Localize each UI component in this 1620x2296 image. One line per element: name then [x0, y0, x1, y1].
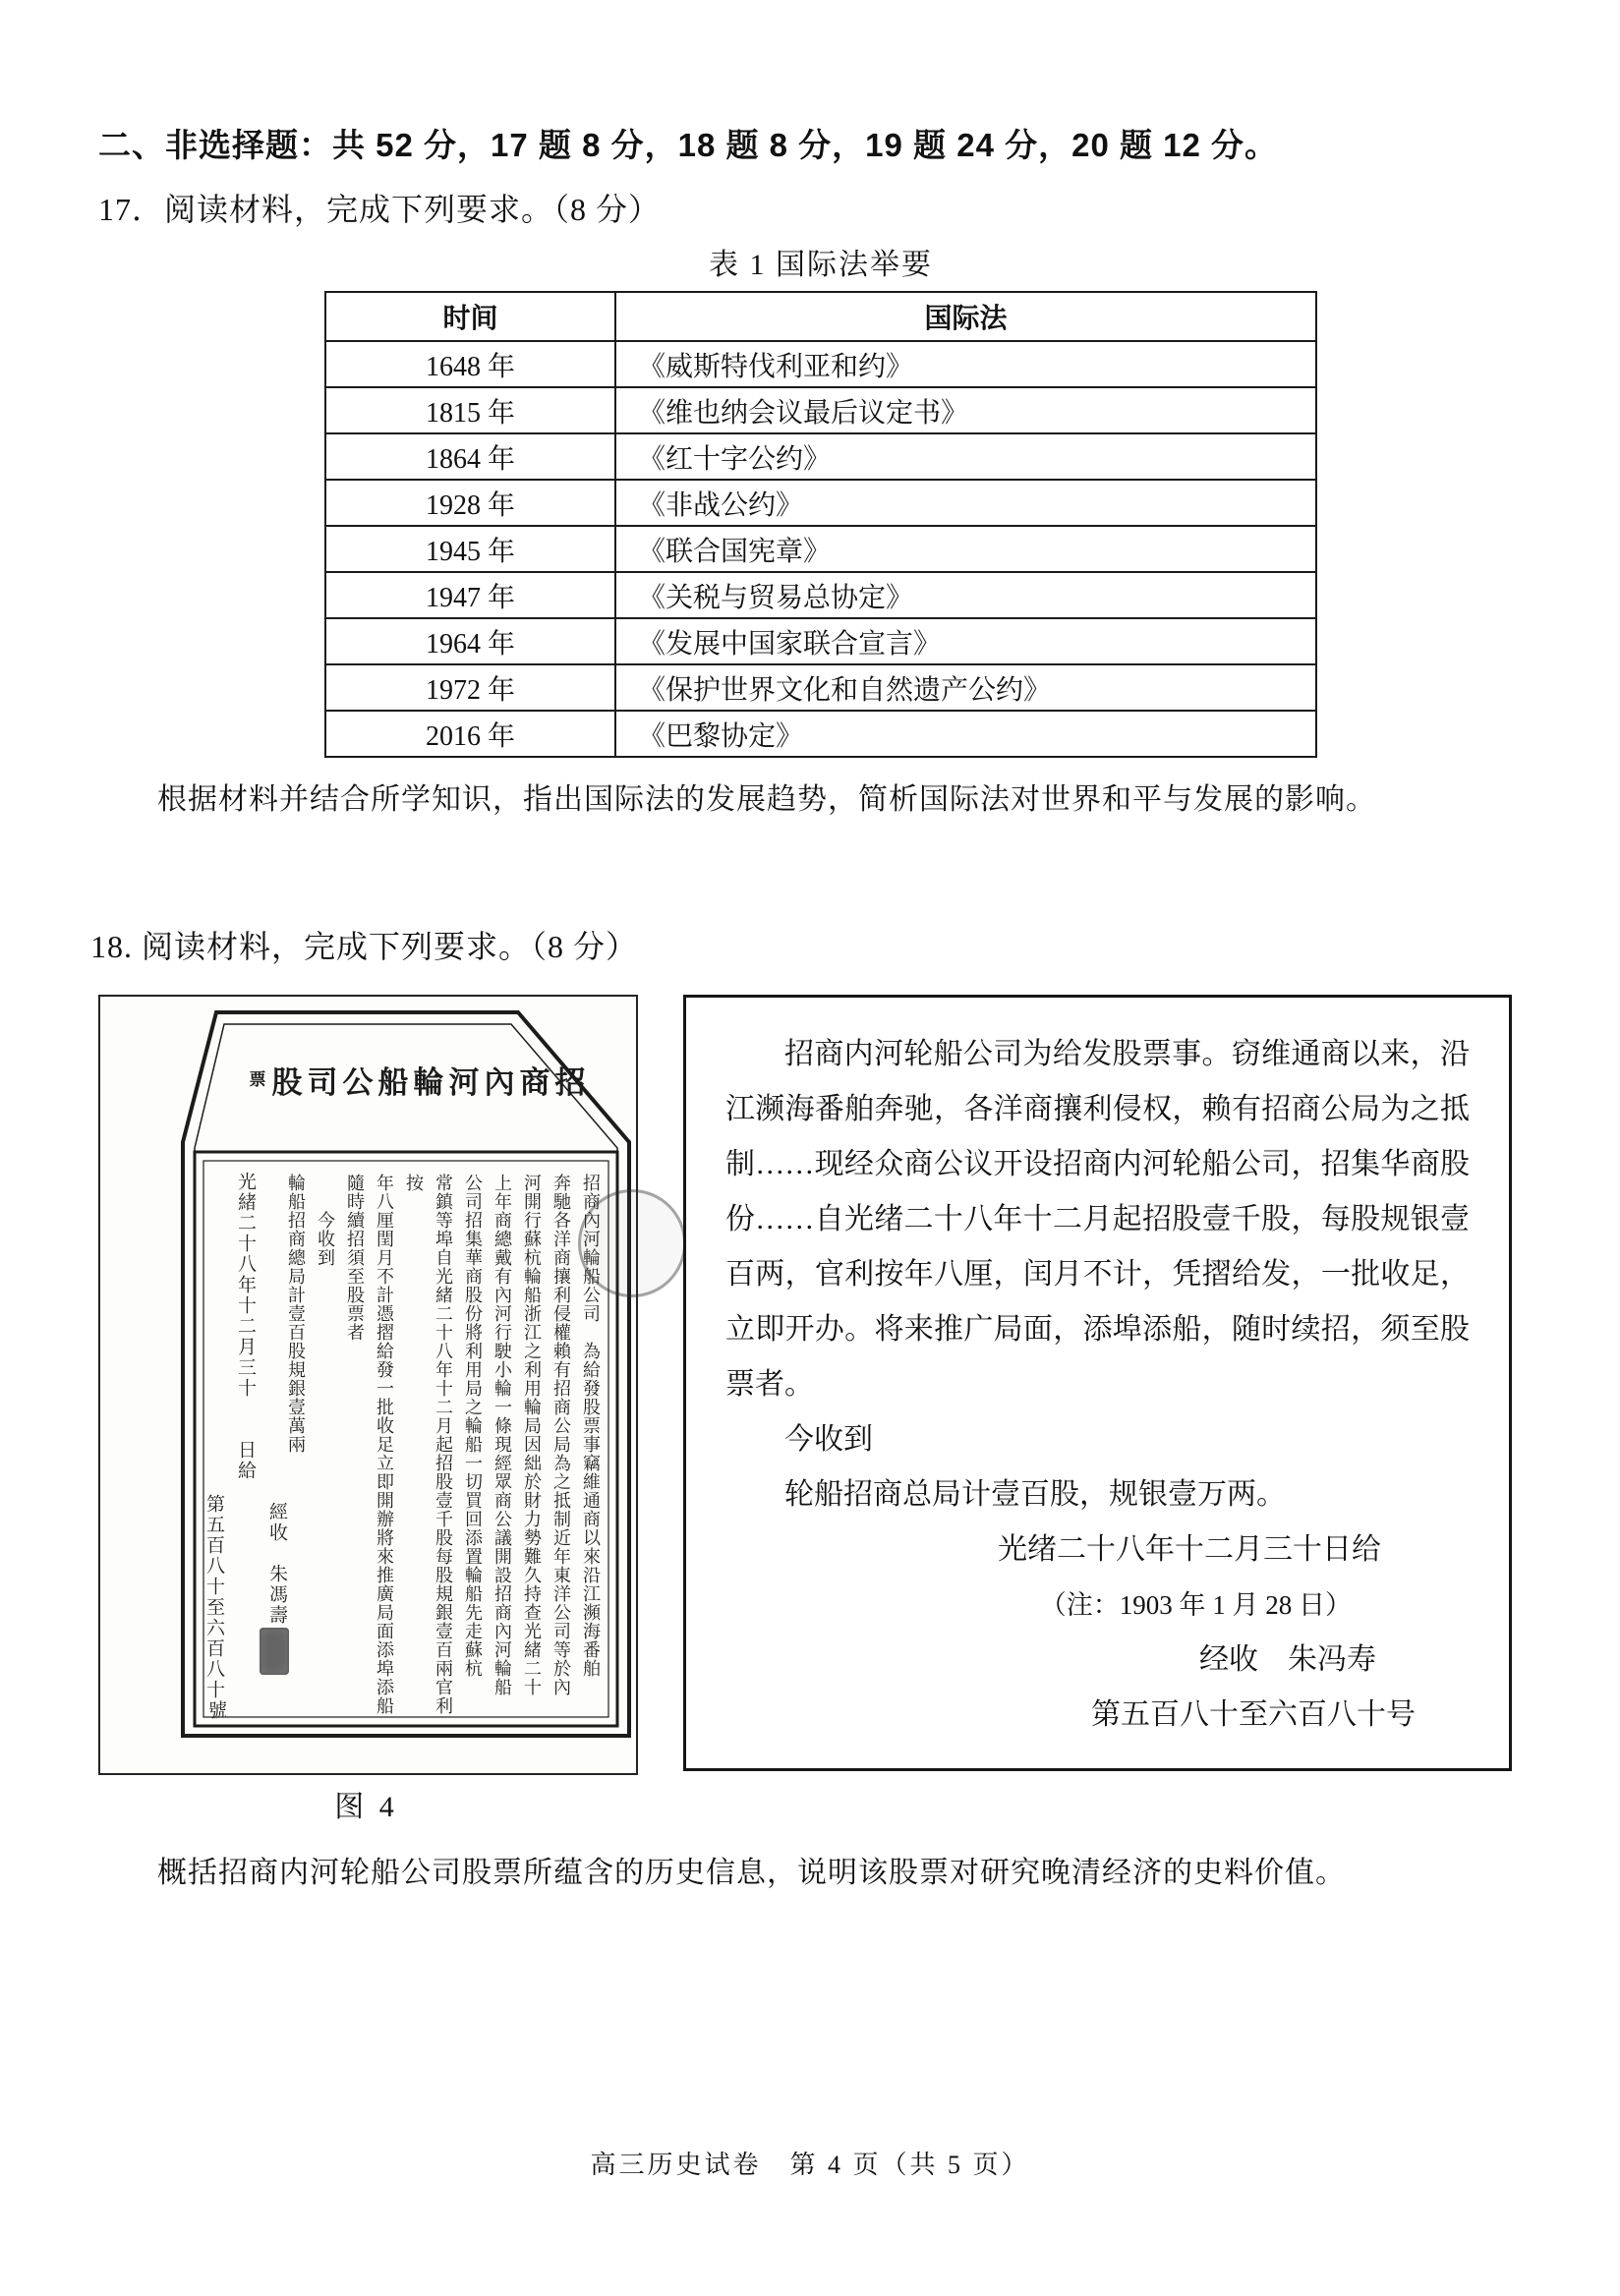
cell-year: 1972 年 [325, 664, 615, 711]
cell-law: 《关税与贸易总协定》 [615, 572, 1316, 618]
certificate-serial-column: 第五百八十至六百八十 [203, 1494, 224, 1700]
question-18-prompt: 18. 阅读材料，完成下列要求。（8 分） [90, 929, 639, 964]
table-row [325, 387, 1316, 433]
section-header: 二、非选择题：共 52 分，17 题 8 分，18 题 8 分，19 题 24 分，20 题 12 分。 [98, 127, 1279, 163]
cell-year: 1947 年 [325, 572, 615, 618]
table-row [325, 711, 1316, 757]
certificate-serial-suffix: 號 [205, 1700, 226, 1721]
cell-year: 1945 年 [325, 526, 615, 572]
cell-law: 《威斯特伐利亚和约》 [615, 341, 1316, 387]
certificate-date-column: 光緒二十八年十二月三十 日給 [235, 1172, 256, 1481]
certificate-receiver-column: 經收 朱馮壽 [266, 1502, 287, 1626]
column-header: 国际法 [615, 292, 1316, 341]
question-17-task: 根据材料并结合所学知识，指出国际法的发展趋势，简析国际法对世界和平与发展的影响。 [157, 783, 1376, 816]
table-row [325, 480, 1316, 526]
table-row [325, 664, 1316, 711]
table-row [325, 341, 1316, 387]
certificate-title-small-char: 票 [249, 1070, 266, 1089]
table-row [325, 526, 1316, 572]
cell-law: 《红十字公约》 [615, 433, 1316, 480]
cell-law: 《保护世界文化和自然遗产公约》 [615, 664, 1316, 711]
certificate-column: 招商內河輪船公司 為給發股票事竊維通商以來沿江瀕海番舶 [581, 1174, 601, 1678]
certificate-text-columns [281, 1174, 606, 1716]
cell-year: 1815 年 [325, 387, 615, 433]
cell-year: 1864 年 [325, 433, 615, 480]
stock-certificate-image [98, 995, 638, 1775]
table-row [325, 572, 1316, 618]
cell-year: 2016 年 [325, 711, 615, 757]
certificate-column: 公司招集華商股份將利用局之輪船一切買回添置輪船先走蘇杭 [463, 1174, 483, 1678]
cell-law: 《维也纳会议最后议定书》 [615, 387, 1316, 433]
transcript-box [683, 995, 1512, 1771]
transcript-date: 光绪二十八年十二月三十日给 [998, 1533, 1381, 1566]
transcript-serial: 第五百八十至六百八十号 [1091, 1698, 1416, 1731]
transcript-amount: 轮船招商总局计壹百股，规银壹万两。 [784, 1478, 1286, 1511]
receiver-seal-stamp [260, 1628, 289, 1675]
certificate-title-main: 股司公船輪河內商招 [271, 1065, 591, 1100]
certificate-column: 上年商總戴有內河行駛小輪一條現經眾商公議開設招商內河輪船 [492, 1174, 512, 1696]
round-seal-stamp [578, 1189, 686, 1297]
certificate-title [208, 1058, 631, 1102]
certificate-column: 奔馳各洋商攘利侵權賴有招商公局為之抵制近年東洋公司等於內 [551, 1174, 571, 1696]
certificate-column: 年八厘閏月不計憑摺給發一批收足立即開辦將來推廣局面添埠添船 [375, 1174, 394, 1715]
table-row [325, 433, 1316, 480]
cell-law: 《发展中国家联合宣言》 [615, 618, 1316, 664]
table-header-row [325, 292, 1316, 341]
transcript-note: （注：1903 年 1 月 28 日） [1039, 1590, 1352, 1620]
transcript-paragraph: 招商内河轮船公司为给发股票事。窃维通商以来，沿江濒海番舶奔驰，各洋商攘利侵权，赖有招商公局为之抵制……现经众商公议开设招商内河轮船公司，招集华商股份……自光绪二十八年十二月起招股壹千股，每股规银壹百两，官利按年八厘，闰月不计，凭摺给发，一批收足，立即开办。将来推广局面，添埠添船，随时续招，须至股票者。 [725, 1038, 1470, 1401]
certificate-body [199, 1170, 613, 1720]
question-17-prompt: 17．阅读材料，完成下列要求。（8 分） [98, 192, 662, 227]
transcript-receiver: 经收 朱冯寿 [1199, 1643, 1376, 1676]
cell-year: 1648 年 [325, 341, 615, 387]
question-18-task: 概括招商内河轮船公司股票所蕴含的历史信息，说明该股票对研究晚清经济的史料价值。 [157, 1857, 1346, 1889]
page-footer: 高三历史试卷 第 4 页（共 5 页） [590, 2151, 1030, 2179]
intl-law-table [324, 291, 1317, 758]
certificate-column: 今收到 [316, 1174, 335, 1267]
certificate-column: 隨時續招須至股票者 [345, 1174, 365, 1342]
certificate-column: 河開行蘇杭輪船浙江之利用輪局因絀於財力勢難久持查光緒二十 [522, 1174, 542, 1696]
certificate-column: 輪船招商總局計壹百股規銀壹萬兩 [286, 1174, 306, 1454]
cell-year: 1928 年 [325, 480, 615, 526]
table-row [325, 618, 1316, 664]
table-1-title: 表 1 国际法举要 [709, 249, 933, 281]
cell-year: 1964 年 [325, 618, 615, 664]
cell-law: 《非战公约》 [615, 480, 1316, 526]
cell-law: 《联合国宪章》 [615, 526, 1316, 572]
figure-4-caption: 图 4 [334, 1791, 398, 1823]
certificate-column: 常鎮等埠自光緒二十八年十二月起招股壹千股每股規銀壹百兩官利按 [404, 1174, 453, 1715]
column-header: 时间 [325, 292, 615, 341]
transcript-received: 今收到 [784, 1423, 873, 1456]
cell-law: 《巴黎协定》 [615, 711, 1316, 757]
